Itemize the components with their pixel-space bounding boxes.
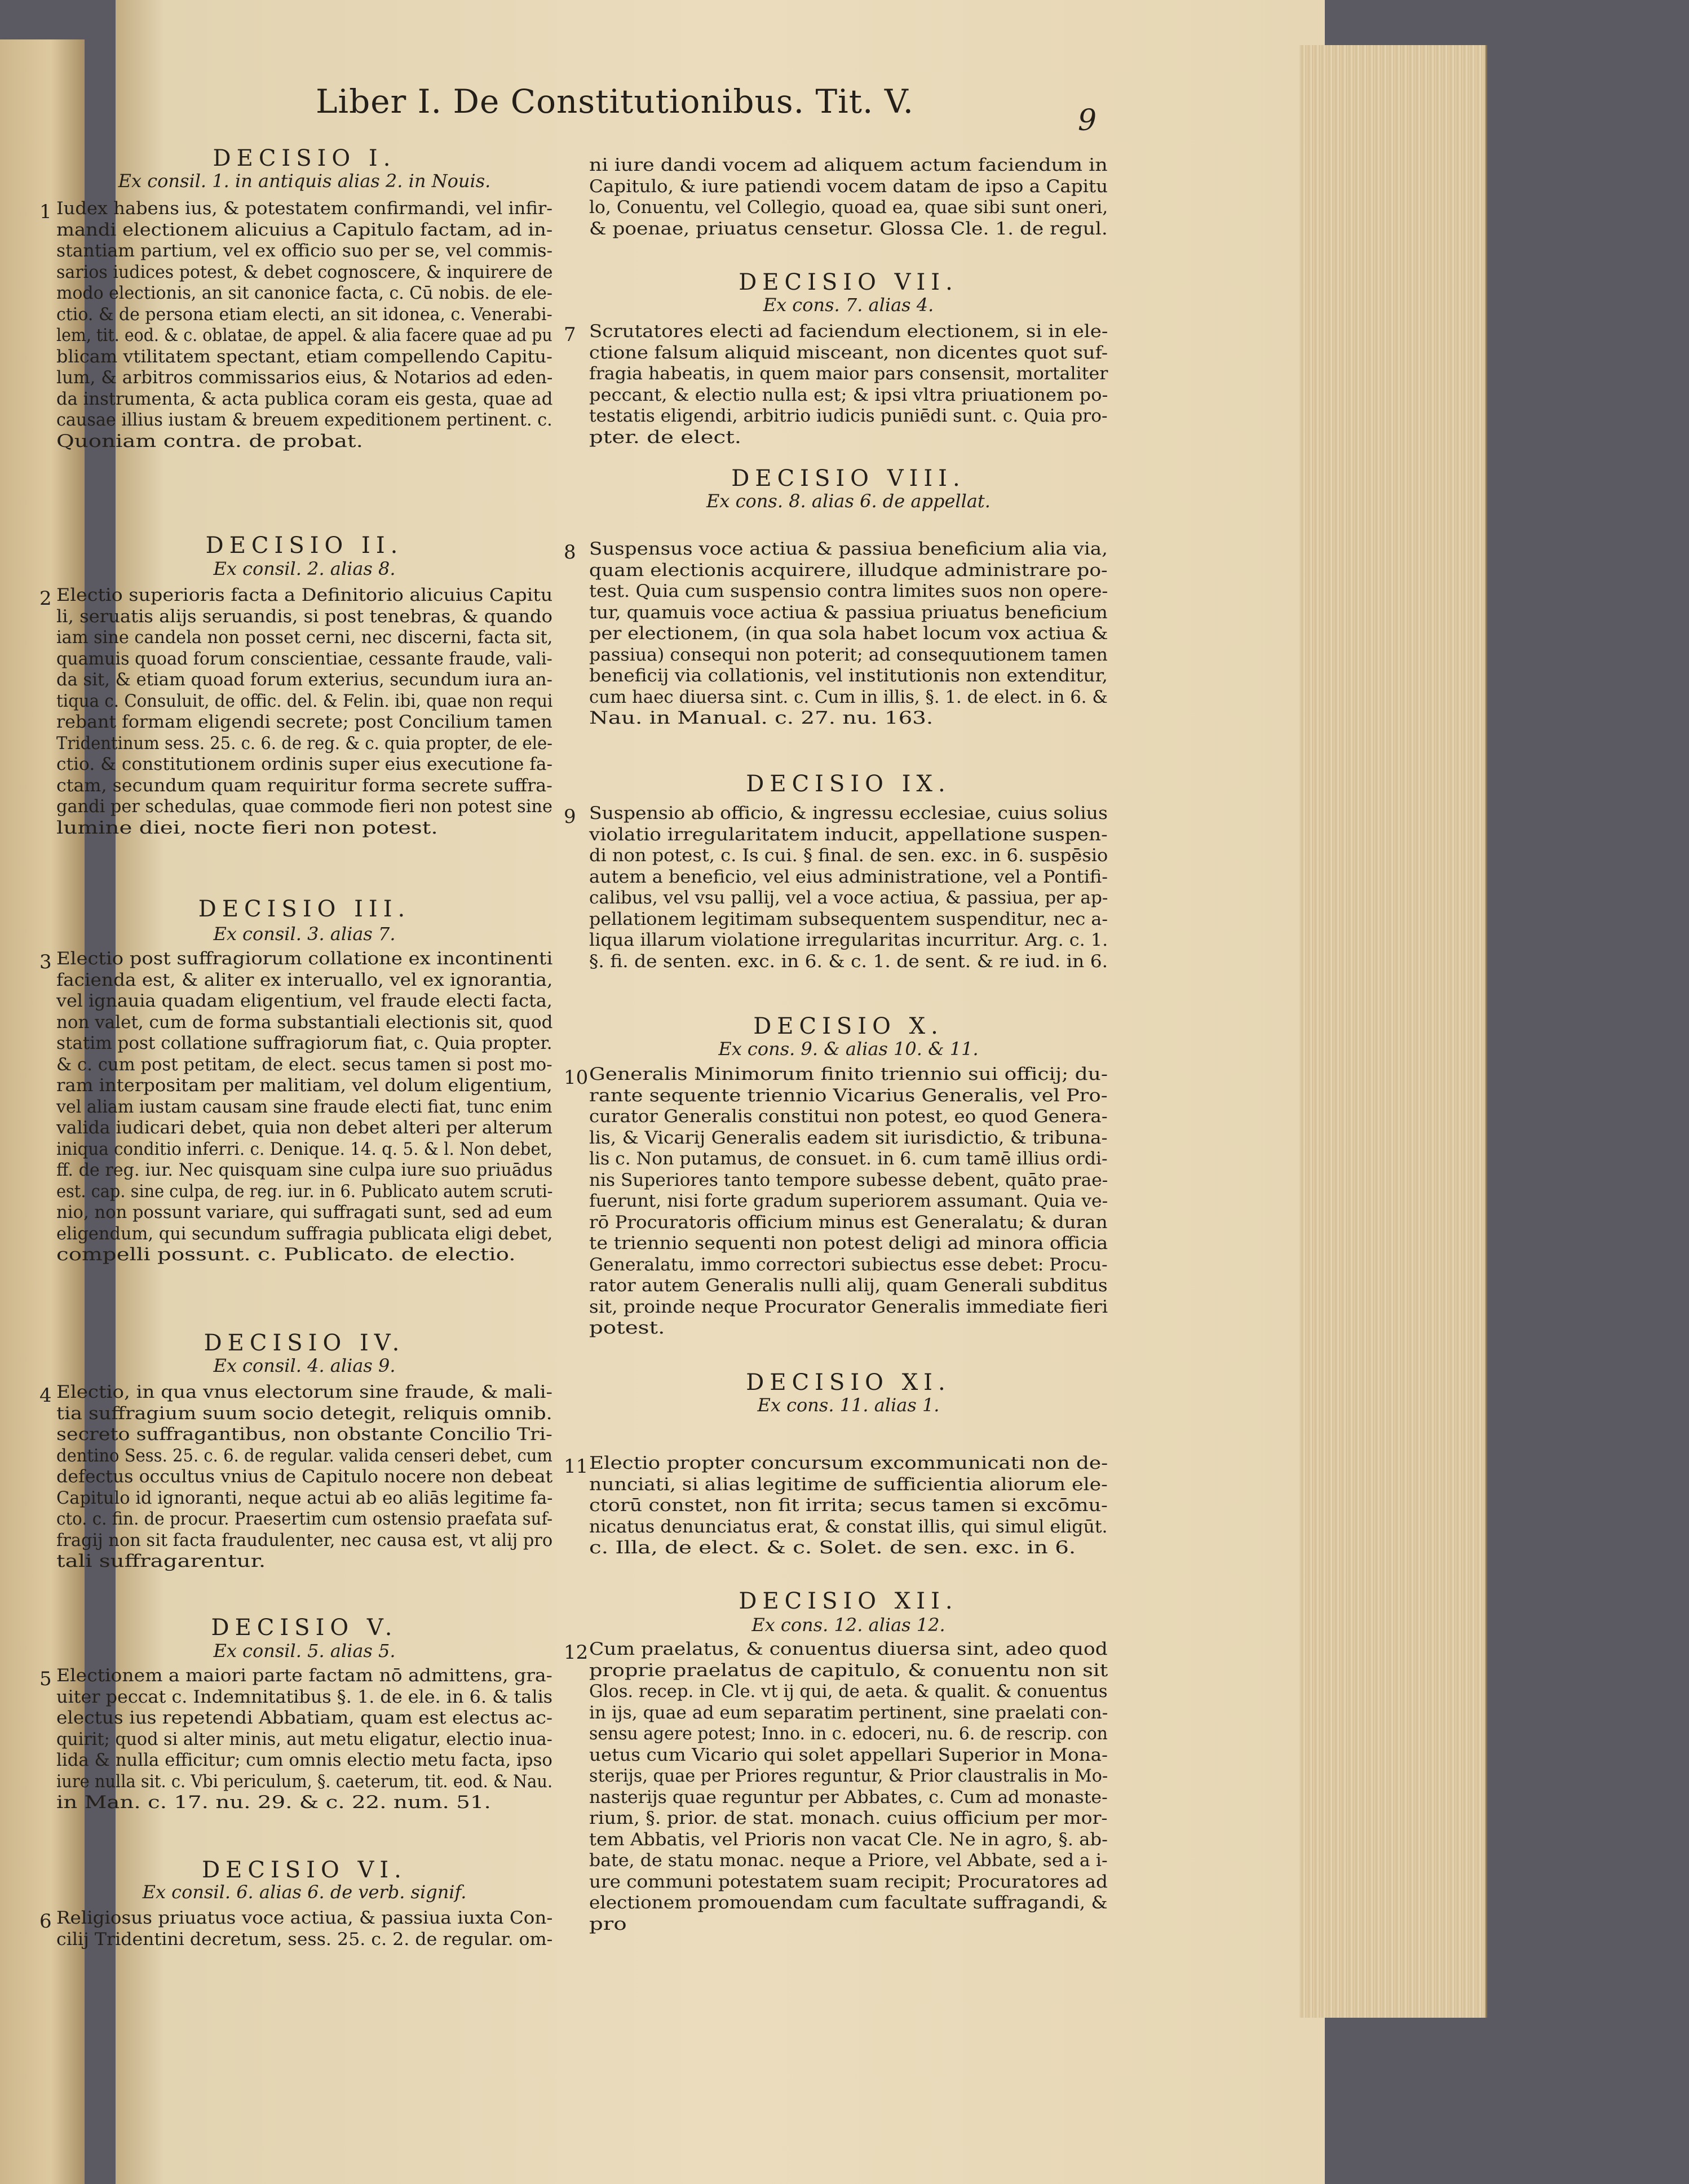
text-line: rante sequente triennio Vicarius Generalis, vel Pro- xyxy=(589,1085,1108,1106)
left-paragraph-5 xyxy=(56,1908,552,1950)
text-line: tia suffragium suum socio detegit, reliquis omnib. xyxy=(56,1403,552,1424)
right-paragraph-2 xyxy=(589,539,1108,729)
text-line: in Man. c. 17. nu. 29. & c. 22. num. 51. xyxy=(56,1792,491,1813)
left-section-number-0: 1 xyxy=(39,201,52,223)
text-line: autem a beneficio, vel eius administratione, vel a Pontifi- xyxy=(589,866,1108,887)
right-subhead-5: Ex cons. 11. alias 1. xyxy=(757,1394,940,1416)
text-line: est. cap. sine culpa, de reg. iur. in 6. Publicato autem scruti- xyxy=(56,1181,553,1202)
text-line: tem Abbatis, vel Prioris non vacat Cle. Ne in agro, §. ab- xyxy=(589,1829,1108,1850)
text-line: defectus occultus vnius de Capitulo nocere non debeat xyxy=(56,1467,553,1487)
text-line: & c. cum post petitam, de elect. secus tamen si post mo- xyxy=(56,1054,552,1075)
right-subhead-4: Ex cons. 9. & alias 10. & 11. xyxy=(718,1038,979,1060)
text-line: tur, quamuis voce actiua & passiua priuatus beneficium xyxy=(589,602,1108,623)
text-line: fragij non sit facta fraudulenter, nec causa est, vt alij pro xyxy=(56,1530,553,1550)
text-line: electus ius repetendi Abbatiam, quam est electus ac- xyxy=(56,1708,553,1728)
text-line: rator autem Generalis nulli alij, quam Generali subditus xyxy=(589,1275,1108,1296)
text-line: test. Quia cum suspensio contra limites suos non opere- xyxy=(589,581,1108,601)
text-line: tiqua c. Consuluit, de offic. del. & Felin. ibi, quae non requi xyxy=(56,690,553,711)
text-line: iam sine candela non posset cerni, nec discerni, facta sit, xyxy=(56,627,553,648)
left-heading-3: DECISIO IV. xyxy=(204,1330,405,1356)
text-line: sit, proinde neque Procurator Generalis immediate fieri xyxy=(589,1296,1108,1317)
text-line: uetus cum Vicario qui solet appellari Superior in Mona- xyxy=(589,1744,1108,1765)
text-line: Tridentinum sess. 25. c. 6. de reg. & c. quia propter, de ele- xyxy=(56,733,552,754)
text-line: ram interpositam per malitiam, vel dolum eligentium, xyxy=(56,1075,552,1096)
text-line: iure nulla sit. c. Vbi periculum, §. caeterum, tit. eod. & Nau. xyxy=(56,1771,553,1792)
text-line: quam electionis acquirere, illudque administrare po- xyxy=(589,560,1108,581)
right-subhead-2: Ex cons. 8. alias 6. de appellat. xyxy=(706,490,991,512)
right-heading-2: DECISIO VIII. xyxy=(731,466,966,491)
left-section-number-1: 2 xyxy=(39,587,52,610)
left-heading-4: DECISIO V. xyxy=(211,1615,398,1641)
left-subhead-5: Ex consil. 6. alias 6. de verb. signif. xyxy=(142,1881,467,1903)
text-line: nio, non possunt variare, qui suffragati sunt, sed ad eum xyxy=(56,1202,552,1222)
text-line: ctam, secundum quam requiritur forma secrete suffra- xyxy=(56,775,552,796)
right-paragraph-5 xyxy=(589,1453,1108,1559)
left-heading-0: DECISIO I. xyxy=(213,145,396,171)
text-line: mandi electionem alicuius a Capitulo factam, ad in- xyxy=(56,219,553,240)
text-line: proprie praelatus de capitulo, & conuentu non sit xyxy=(589,1660,1108,1681)
right-section-number-5: 11 xyxy=(564,1455,589,1478)
text-line: lis c. Non putamus, de consuet. in 6. cum tamē illius ordi- xyxy=(589,1149,1108,1169)
text-line: Glos. recep. in Cle. vt ij qui, de aeta. & qualit. & conuentus xyxy=(589,1681,1108,1702)
text-line: compelli possunt. c. Publicato. de electio. xyxy=(56,1244,516,1265)
right-section-number-3: 9 xyxy=(564,805,576,828)
text-line: vel aliam iustam causam sine fraude electi fiat, tunc enim xyxy=(56,1096,552,1117)
text-line: lum, & arbitros commissarios eius, & Notarios ad eden- xyxy=(56,367,553,388)
text-line: da sit, & etiam quoad forum exterius, secundum iura an- xyxy=(56,670,552,690)
text-line: nunciati, si alias legitime de sufficientia aliorum ele- xyxy=(589,1474,1108,1495)
text-line: facienda est, & aliter ex interuallo, vel ex ignorantia, xyxy=(56,969,553,990)
text-line: Electio superioris facta a Definitorio alicuius Capitu xyxy=(56,585,553,605)
text-line: te triennio sequenti non potest deligi ad minora officia xyxy=(589,1233,1108,1253)
text-line: Electio, in qua vnus electorum sine fraude, & mali- xyxy=(56,1382,553,1402)
text-line: valida iudicari debet, quia non debet alteri per alterum xyxy=(56,1118,553,1138)
left-section-number-4: 5 xyxy=(39,1668,52,1690)
text-line: sterijs, quae per Priores reguntur, & Prior claustralis in Mo- xyxy=(589,1766,1108,1786)
text-line: cum haec diuersa sint. c. Cum in illis, §. 1. de elect. in 6. & xyxy=(589,686,1108,707)
left-subhead-1: Ex consil. 2. alias 8. xyxy=(213,558,396,579)
text-line: Capitulo, & iure patiendi vocem datam de ipso a Capitu xyxy=(589,176,1108,197)
text-line: electionem promouendam cum facultate suffragandi, & xyxy=(589,1893,1108,1913)
text-line: pellationem legitimam subsequentem suspenditur, nec a- xyxy=(589,909,1108,929)
right-paragraph-1 xyxy=(589,321,1108,448)
text-line: lo, Conuentu, vel Collegio, quoad ea, quae sibi sunt oneri, xyxy=(589,197,1108,218)
left-subhead-2: Ex consil. 3. alias 7. xyxy=(213,923,396,945)
text-line: rium, §. prior. de stat. monach. cuius officium per mor- xyxy=(589,1808,1108,1828)
text-line: Electio post suffragiorum collatione ex incontinenti xyxy=(56,949,553,969)
text-line: lis, & Vicarij Generalis eadem sit iurisdictio, & tribuna- xyxy=(589,1127,1108,1148)
text-line: ure communi potestatem suam recipit; Procuratores ad xyxy=(589,1871,1108,1892)
left-section-number-5: 6 xyxy=(39,1910,52,1933)
text-line: secreto suffragantibus, non obstante Concilio Tri- xyxy=(56,1424,552,1445)
text-line: violatio irregularitatem inducit, appellatione suspen- xyxy=(589,824,1108,845)
text-line: causae illius iustam & breuem expeditionem pertinent. c. xyxy=(56,410,552,430)
text-line: statim post collatione suffragiorum fiat, c. Quia propter. xyxy=(56,1033,552,1053)
text-line: Electio propter concursum excommunicati non de- xyxy=(589,1453,1108,1473)
left-paragraph-0 xyxy=(56,198,552,452)
left-section-number-3: 4 xyxy=(39,1384,52,1407)
right-section-number-1: 7 xyxy=(564,324,576,346)
text-line: non valet, cum de forma substantiali electionis sit, quod xyxy=(56,1012,553,1033)
right-heading-1: DECISIO VII. xyxy=(739,269,958,295)
text-line: Quoniam contra. de probat. xyxy=(56,431,363,451)
text-line: lida & nulla efficitur; cum omnis electio metu facta, ipso xyxy=(56,1750,552,1770)
right-heading-5: DECISIO XI. xyxy=(746,1370,951,1396)
text-line: ctorū constet, non fit irrita; secus tamen si excōmu- xyxy=(589,1495,1108,1516)
left-paragraph-2 xyxy=(56,949,552,1266)
text-line: beneficij via collationis, vel institutionis non extenditur, xyxy=(589,666,1108,686)
right-subhead-6: Ex cons. 12. alias 12. xyxy=(751,1614,945,1636)
left-subhead-0: Ex consil. 1. in antiquis alias 2. in Nouis. xyxy=(118,170,491,192)
text-line: per electionem, (in qua sola habet locum vox actiua & xyxy=(589,623,1108,644)
text-line: da instrumenta, & acta publica coram eis gesta, quae ad xyxy=(56,388,553,409)
text-line: lem, tit. eod. & c. oblatae, de appel. & alia facere quae ad pu xyxy=(56,325,552,345)
text-line: uiter peccat c. Indemnitatibus §. 1. de ele. in 6. & talis xyxy=(56,1686,553,1707)
text-line: liqua illarum violatione irregularitas incurritur. Arg. c. 1. xyxy=(589,930,1108,950)
right-section-number-6: 12 xyxy=(564,1641,589,1664)
text-line: nasterijs quae reguntur per Abbates, c. Cum ad monaste- xyxy=(589,1787,1108,1808)
right-paragraph-3 xyxy=(589,803,1108,972)
text-line: curator Generalis constitui non potest, eo quod Genera- xyxy=(589,1106,1108,1127)
left-subhead-4: Ex consil. 5. alias 5. xyxy=(213,1640,396,1662)
folio-number: 9 xyxy=(1078,104,1097,138)
text-line: c. Illa, de elect. & c. Solet. de sen. exc. in 6. xyxy=(589,1538,1076,1558)
left-paragraph-3 xyxy=(56,1382,552,1572)
text-line: modo electionis, an sit canonice facta, c. Cū nobis. de ele- xyxy=(56,283,553,303)
left-heading-2: DECISIO III. xyxy=(198,896,411,922)
text-line: quamuis quoad forum conscientiae, cessante fraude, vali- xyxy=(56,648,552,669)
text-line: Iudex habens ius, & potestatem confirmandi, vel infir- xyxy=(56,198,553,219)
text-line: nicatus denunciatus erat, & constat illis, qui simul eligūt. xyxy=(589,1516,1108,1537)
text-line: calibus, vel vsu pallij, vel a voce actiua, & passiua, per ap- xyxy=(589,888,1108,908)
text-line: & poenae, priuatus censetur. Glossa Cle. 1. de regul. xyxy=(589,218,1108,239)
text-line: fuerunt, nisi forte gradum superiorem assumant. Quia ve- xyxy=(589,1191,1108,1211)
text-line: peccant, & electio nulla est; & ipsi vltra priuationem po- xyxy=(589,384,1108,405)
left-heading-5: DECISIO VI. xyxy=(202,1857,407,1883)
text-line: Suspensus voce actiua & passiua beneficium alia via, xyxy=(589,539,1108,559)
text-line: bate, de statu monac. neque a Priore, vel Abbate, sed a i- xyxy=(589,1850,1108,1871)
text-line: ni iure dandi vocem ad aliquem actum faciendum in xyxy=(589,155,1108,175)
text-line: Suspensio ab officio, & ingressu ecclesiae, cuius solius xyxy=(589,803,1108,823)
text-line: dentino Sess. 25. c. 6. de regular. valida censeri debet, cum xyxy=(56,1445,552,1466)
text-line: sensu agere potest; Inno. in c. edoceri, nu. 6. de rescrip. con xyxy=(589,1724,1108,1744)
right-heading-4: DECISIO X. xyxy=(753,1013,944,1039)
right-section-number-4: 10 xyxy=(564,1066,589,1089)
left-section-number-2: 3 xyxy=(39,951,52,973)
text-line: rō Procuratoris officium minus est Generalatu; & duran xyxy=(589,1212,1108,1233)
text-line: iniqua conditio inferri. c. Denique. 14. q. 5. & l. Non debet, xyxy=(56,1138,552,1159)
text-line: di non potest, c. Is cui. § final. de sen. exc. in 6. suspēsio xyxy=(589,845,1108,866)
running-head: Liber I. De Constitutionibus. Tit. V. xyxy=(316,82,914,121)
text-line: lumine diei, nocte fieri non potest. xyxy=(56,817,438,838)
text-line: potest. xyxy=(589,1318,665,1338)
text-line: Electionem a maiori parte factam nō admittens, gra- xyxy=(56,1665,552,1686)
text-line: fragia habeatis, in quem maior pars consensit, mortaliter xyxy=(589,364,1108,384)
text-line: Generalis Minimorum finito triennio sui officij; du- xyxy=(589,1064,1108,1084)
text-line: vel ignauia quadam eligentium, vel fraude electi facta, xyxy=(56,991,552,1011)
text-line: li, seruatis alijs seruandis, si post tenebras, & quando xyxy=(56,606,553,627)
text-line: nis Superiores tanto tempore subesse debent, quāto prae- xyxy=(589,1169,1108,1190)
text-line: eligendum, qui secundum suffragia publicata eligi debet, xyxy=(56,1223,553,1244)
right-paragraph-6 xyxy=(589,1639,1108,1935)
right-paragraph-4 xyxy=(589,1064,1108,1339)
text-line: passiua) consequi non poterit; ad consequutionem tamen xyxy=(589,644,1108,665)
text-line: testatis eligendi, arbitrio iudicis puniēdi sunt. c. Quia pro- xyxy=(589,406,1108,426)
page-block-edges xyxy=(1299,45,1487,2018)
text-line: Religiosus priuatus voce actiua, & passiua iuxta Con- xyxy=(56,1908,553,1928)
left-heading-1: DECISIO II. xyxy=(205,533,404,559)
right-section-number-2: 8 xyxy=(564,541,576,564)
text-line: cto. c. fin. de procur. Praesertim cum ostensio praefata suf- xyxy=(56,1509,553,1529)
text-line: ff. de reg. iur. Nec quisquam sine culpa iure suo priuādus xyxy=(56,1160,553,1180)
text-line: sarios iudices potest, & debet cognoscere, & inquirere de xyxy=(56,262,553,282)
text-line: Cum praelatus, & conuentus diuersa sint, adeo quod xyxy=(589,1639,1108,1659)
right-heading-6: DECISIO XII. xyxy=(739,1588,958,1614)
text-line: ctio. & constitutionem ordinis super eius executione fa- xyxy=(56,754,553,774)
text-line: stantiam partium, vel ex officio suo per se, vel commis- xyxy=(56,241,553,261)
text-line: Scrutatores electi ad faciendum electionem, si in ele- xyxy=(589,321,1108,342)
text-line: pro xyxy=(589,1913,627,1934)
left-paragraph-4 xyxy=(56,1665,552,1814)
text-line: rebant formam eligendi secrete; post Concilium tamen xyxy=(56,712,552,732)
text-line: pter. de elect. xyxy=(589,427,742,448)
right-subhead-1: Ex cons. 7. alias 4. xyxy=(763,294,934,316)
right-paragraph-0 xyxy=(589,155,1108,240)
left-paragraph-1 xyxy=(56,585,552,839)
text-line: Capitulo id ignoranti, neque actui ab eo aliās legitime fa- xyxy=(56,1487,553,1508)
text-line: in ijs, quae ad eum separatim pertinent, sine praelati con- xyxy=(589,1702,1108,1723)
text-line: quirit; quod si alter minis, aut metu eligatur, electio inua- xyxy=(56,1729,552,1749)
text-line: ctione falsum aliquid misceant, non dicentes quot suf- xyxy=(589,342,1108,363)
text-line: tali suffragarentur. xyxy=(56,1551,266,1571)
text-line: gandi per schedulas, quae commode fieri non potest sine xyxy=(56,796,552,817)
text-line: Generalatu, immo correctori subiectus esse debet: Procu- xyxy=(589,1254,1108,1275)
text-line: blicam vtilitatem spectant, etiam compellendo Capitu- xyxy=(56,346,552,367)
text-line: Nau. in Manual. c. 27. nu. 163. xyxy=(589,708,934,728)
text-line: §. fi. de senten. exc. in 6. & c. 1. de sent. & re iud. in 6. xyxy=(589,951,1108,972)
text-line: ctio. & de persona etiam electi, an sit idonea, c. Venerabi- xyxy=(56,304,552,325)
right-heading-3: DECISIO IX. xyxy=(746,771,951,797)
left-subhead-3: Ex consil. 4. alias 9. xyxy=(213,1355,396,1376)
text-line: cilij Tridentini decretum, sess. 25. c. 2. de regular. om- xyxy=(56,1929,553,1950)
